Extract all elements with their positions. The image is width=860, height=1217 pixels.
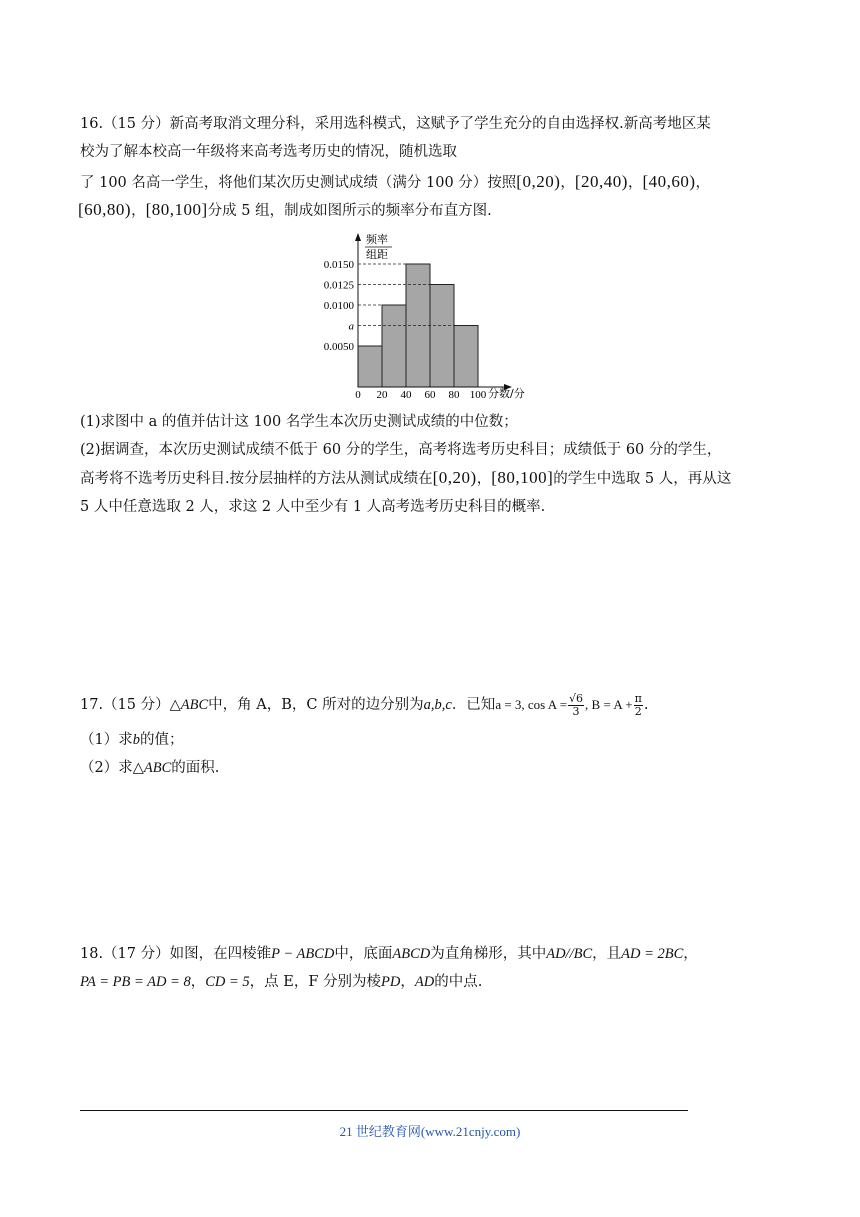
q17-given: a = 3, cos A = — [495, 697, 568, 712]
separator: ， — [190, 974, 206, 990]
q16-line2: 校为了解本校高一年级将来高考选考历史的情况，随机选取 — [80, 144, 457, 160]
equation-ad-2bc: AD = 2BC — [621, 946, 684, 962]
interval-0-20: [0,20) — [432, 468, 477, 487]
y-label-bottom: 组距 — [366, 248, 388, 261]
q16-part2-line2 — [80, 468, 731, 489]
q18-l2-c: 的中点. — [434, 974, 483, 990]
q16-line4 — [78, 200, 492, 221]
equation-pa-pb-ad: PA = PB = AD = 8 — [80, 974, 191, 990]
equation-cd: CD = 5 — [205, 974, 250, 990]
edge-ad: AD — [414, 974, 435, 990]
fraction-sqrt6-over-3 — [568, 693, 584, 718]
x-axis-label: 分数/分 — [488, 387, 525, 400]
q18-l1-d: ，且 — [592, 946, 622, 962]
q16-line4-text: 分成 5 组，制成如图所示的频率分布直方图. — [207, 203, 492, 219]
x-tick-label: 0 — [355, 389, 361, 401]
triangle-abc: △ABC — [132, 760, 172, 776]
q18-line1 — [80, 944, 698, 964]
y-tick-label: 0.0050 — [323, 341, 354, 353]
q17-part2-b: 的面积. — [171, 760, 220, 776]
q16-part1: (1)求图中 a 的值并估计这 100 名学生本次历史测试成绩的中位数； — [80, 414, 518, 430]
var-b: b — [132, 732, 140, 748]
q17-head: 17.（15 分） — [80, 697, 170, 713]
q16-line1: 16.（15 分）新高考取消文理分科，采用选科模式，这赋予了学生充分的自由选择权.新高考地区某 — [80, 116, 711, 132]
parallel-relation: AD//BC — [546, 946, 593, 962]
x-tick-label: 100 — [469, 389, 487, 401]
fraction-denominator: 2 — [634, 704, 642, 718]
q18-l1-a: 18.（17 分）如图，在四棱锥 — [80, 946, 272, 962]
q16-part2-line2-a: 高考将不选考历史科目.按分层抽样的方法从测试成绩在 — [80, 471, 433, 487]
x-tick-label: 60 — [424, 389, 436, 401]
footer-text: 21 世纪教育网(www.21cnjy.com) — [339, 1124, 521, 1139]
edge-pd: PD — [381, 974, 401, 990]
fraction-pi-over-2 — [634, 693, 643, 718]
pyramid-name: P − ABCD — [271, 946, 335, 962]
y-tick-label: 0.0150 — [323, 259, 354, 271]
q17-part2-a: （2）求 — [80, 760, 133, 776]
frequency-histogram — [316, 228, 540, 404]
separator: ， — [400, 974, 415, 990]
separator: ， — [627, 175, 643, 191]
separator: ， — [695, 175, 711, 191]
separator: ， — [560, 175, 575, 191]
q16-part2-line1: (2)据调查，本次历史测试成绩不低于 60 分的学生，高考将选考历史科目；成绩低于 60 分的学生， — [80, 442, 722, 458]
q17-part1 — [80, 730, 183, 750]
interval-20-40: [20,40) — [574, 172, 628, 191]
q17-part1-b: 的值； — [139, 732, 184, 748]
q18-l1-c: 为直角梯形，其中 — [430, 946, 547, 962]
interval-60-80: [60,80) — [78, 200, 132, 219]
fraction-numerator: √6 — [569, 691, 584, 705]
y-tick-label: 0.0125 — [323, 279, 354, 292]
q17-text2: ．已知 — [451, 697, 496, 713]
x-tick-label: 20 — [376, 389, 388, 401]
fraction-denominator: 3 — [572, 704, 580, 718]
fraction-numerator: π — [634, 691, 642, 705]
interval-0-20: [0,20) — [516, 172, 561, 191]
q18-line2 — [80, 972, 482, 992]
triangle-abc: △ABC — [169, 697, 209, 713]
histogram-bar-60-80 — [430, 285, 454, 388]
q17-line1 — [80, 692, 648, 718]
q17-vars: a,b,c — [423, 697, 452, 713]
interval-80-100: [80,100] — [491, 468, 554, 487]
y-tick-label: a — [348, 320, 354, 333]
q18-l2-b: ，点 E，F 分别为棱 — [249, 974, 382, 990]
y-tick-label: 0.0100 — [323, 300, 354, 312]
q17-text1: 中，角 A，B，C 所对的边分别为 — [208, 697, 424, 713]
q17-part1-a: （1）求 — [80, 732, 133, 748]
q16-line3-text: 了 100 名高一学生，将他们某次历史测试成绩（满分 100 分）按照 — [80, 175, 517, 191]
q16-part2-line3: 5 人中任意选取 2 人，求这 2 人中至少有 1 人高考选考历史科目的概率. — [80, 499, 546, 515]
q17-part2 — [80, 758, 219, 778]
q16-part2-line2-b: 的学生中选取 5 人，再从这 — [553, 471, 732, 487]
histogram-bar-0-20 — [358, 346, 382, 387]
histogram-bar-80-100 — [454, 326, 478, 388]
separator: ， — [131, 203, 146, 219]
footer-rule — [80, 1110, 688, 1111]
y-axis-arrow — [355, 233, 361, 241]
x-tick-label: 80 — [448, 389, 460, 401]
y-label-top: 频率 — [366, 233, 388, 246]
interval-80-100: [80,100] — [145, 200, 208, 219]
q18-l1-b: 中，底面 — [334, 946, 393, 962]
q17-end: . — [643, 697, 649, 713]
histogram-bar-20-40 — [382, 305, 406, 387]
q16-line3 — [80, 172, 710, 193]
q17-given2: , B = A + — [585, 697, 633, 712]
base-name: ABCD — [392, 946, 431, 962]
x-tick-label: 40 — [400, 389, 412, 401]
separator: ， — [476, 471, 492, 487]
q18-l1-e: ， — [683, 946, 698, 962]
interval-40-60: [40,60) — [642, 172, 696, 191]
